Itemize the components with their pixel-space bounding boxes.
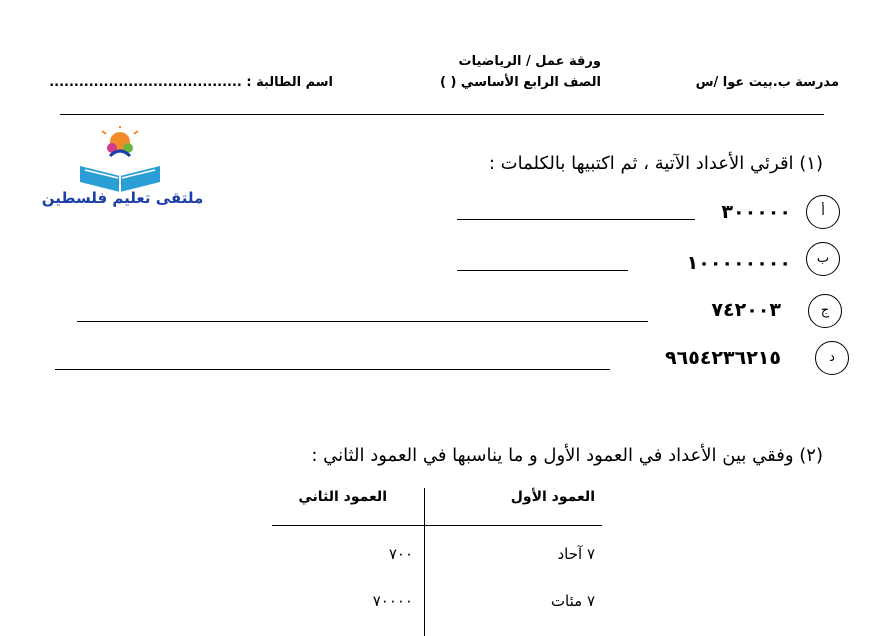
q1-item-a-label: أ — [806, 195, 840, 229]
q2-title: (٢) وفقي بين الأعداد في العمود الأول و ما يناسبها في العمود الثاني : — [311, 445, 823, 466]
col2-header: العمود الثاني — [298, 489, 387, 505]
q1-item-c-label: ج — [808, 294, 842, 328]
table-row-1-col2: ٧٠٠ — [388, 545, 413, 563]
q1-item-d-answer-line[interactable] — [55, 369, 610, 370]
table-row-2-col1: ٧ مئات — [550, 592, 595, 610]
q1-title: (١) اقرئي الأعداد الآتية ، ثم اكتبيها بالكلمات : — [488, 153, 823, 174]
q1-item-b-label: ب — [806, 242, 840, 276]
table-row-2-col2: ٧٠٠٠٠ — [372, 592, 413, 610]
student-name-field[interactable]: اسم الطالبة : ....................................... — [49, 75, 333, 90]
q1-item-a-number: ٣٠٠٠٠٠ — [721, 201, 791, 223]
q1-item-b-number: ١٠٠٠٠٠٠٠٠ — [686, 252, 791, 274]
table-header-divider — [272, 525, 602, 526]
q1-item-b-answer-line[interactable] — [457, 270, 628, 271]
header-divider — [60, 114, 824, 115]
school-name: مدرسة ب.بيت عوا /س — [695, 75, 839, 90]
table-row-1-col1: ٧ آحاد — [557, 545, 595, 563]
q1-item-a-answer-line[interactable] — [457, 219, 695, 220]
logo-text: ملتقى تعليم فلسطين — [41, 189, 204, 207]
col1-header: العمود الأول — [510, 489, 595, 505]
worksheet-title: ورقة عمل / الرياضيات — [458, 54, 601, 69]
grade-label: الصف الرابع الأساسي ( ) — [440, 75, 601, 90]
table-column-divider — [424, 488, 425, 636]
q1-item-d-number: ٩٦٥٤٢٣٦٢١٥ — [665, 347, 781, 369]
q1-item-c-answer-line[interactable] — [77, 321, 648, 322]
q1-item-c-number: ٧٤٢٠٠٣ — [711, 299, 781, 321]
q1-item-d-label: د — [815, 341, 849, 375]
